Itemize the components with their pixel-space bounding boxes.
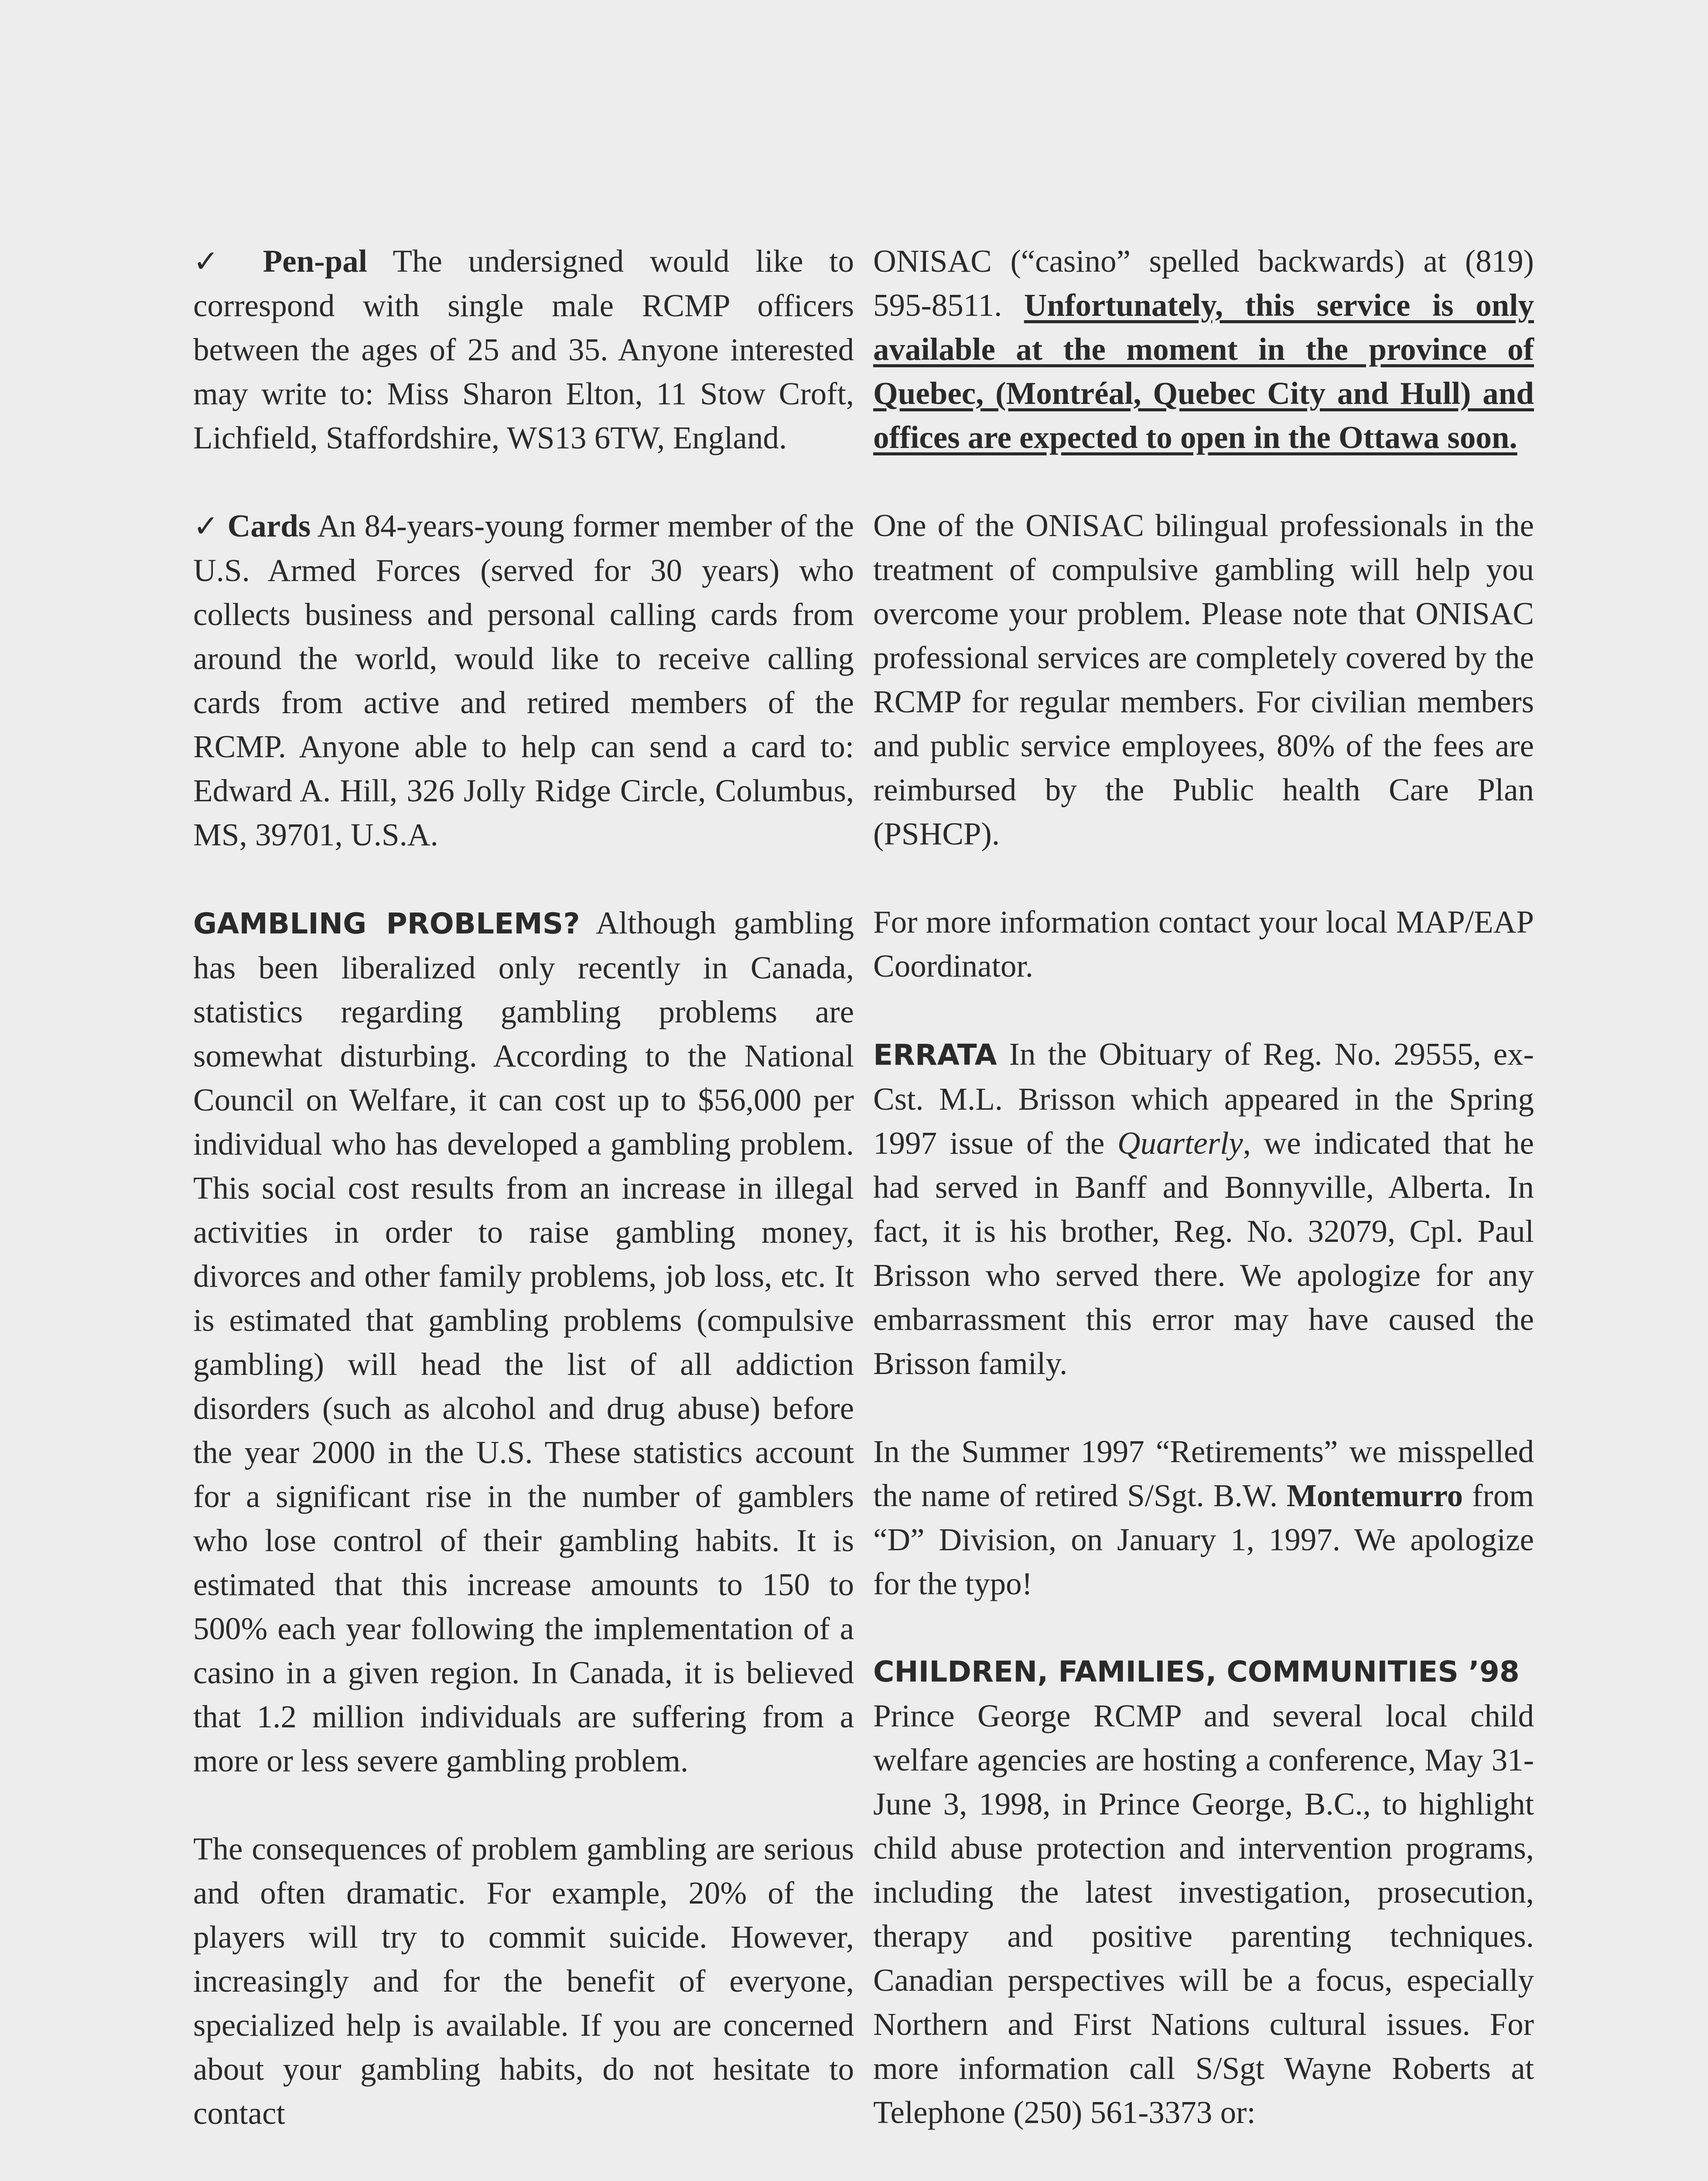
onisac-paragraph	[873, 239, 1534, 459]
errata-text-a: In the Obituary of Reg. No. 29555, ex-Cst. M.L. Brisson which appeared in the Spring 1997 issue of the	[873, 1036, 1534, 1161]
penpal-lead: Pen-pal	[263, 243, 368, 279]
penpal-notice	[193, 239, 854, 460]
retirements-paragraph	[873, 1429, 1534, 1606]
retiree-name: Montemurro	[1287, 1478, 1463, 1513]
penpal-text: The undersigned would like to correspond with single male RCMP officers between the ages of 25 and 35. Anyone interested may write to: Miss Sharon Elton, 11 Stow Croft, Lichfield, Staffordshire, WS13 6TW, England.	[193, 243, 854, 455]
errata-paragraph	[873, 1032, 1534, 1385]
consequences-paragraph: The consequences of problem gambling are serious and often dramatic. For example, 20% of the players will try to commit suicide. However, increasingly and for the benefit of everyone, specialized help is available. If you are concerned about your gambling habits, do not hesitate to contact	[193, 1831, 854, 2131]
left-column	[193, 239, 854, 2135]
gambling-heading: GAMBLING PROBLEMS?	[193, 907, 580, 940]
gambling-article	[193, 901, 854, 1783]
children-conference-heading: CHILDREN, FAMILIES, COMMUNITIES ’98	[873, 1655, 1520, 1689]
children-conference-text: Prince George RCMP and several local child welfare agencies are hosting a conference, May 31-June 3, 1998, in Prince George, B.C., to highlight child abuse protection and intervention programs, including the latest investigation, prosecution, therapy and positive parenting techniques. Canadian perspectives will be a focus, especially Northern and First Nations cultural issues. For more information call S/Sgt Wayne Roberts at Telephone (250) 561-3373 or:	[873, 1698, 1534, 2130]
professionals-paragraph: One of the ONISAC bilingual professionals in the treatment of compulsive gambling will help you overcome your problem. Please note that ONISAC professional services are completely covered by the RCMP for regular members. For civilian members and public service employees, 80% of the fees are reimbursed by the Public health Care Plan (PSHCP).	[873, 508, 1534, 851]
onisac-name: ONISAC	[873, 243, 992, 279]
errata-text-b: , we indicated that he had served in Banff and Bonnyville, Alberta. In fact, it is his brother, Reg. No. 32079, Cpl. Paul Brisson who served there. We apologize for any embarrassment this error may have caused the Brisson family.	[873, 1125, 1534, 1381]
quarterly-title: Quarterly	[1117, 1125, 1243, 1161]
retirements-text-a: In the Summer 1997 “Retirements” we misspelled the name of retired S/Sgt. B.W.	[873, 1434, 1534, 1513]
onisac-availability-note: Unfortunately, this service is only available at the moment in the province of Quebec, (Montréal, Quebec City and Hull) and offices are expected to open in the Ottawa soon.	[873, 287, 1534, 455]
checkmark-icon: ✓	[193, 508, 219, 544]
errata-heading: ERRATA	[873, 1038, 997, 1072]
cards-lead: Cards	[227, 508, 311, 544]
more-info-paragraph: For more information contact your local MAP/EAP Coordinator.	[873, 904, 1534, 984]
cards-notice	[193, 504, 854, 857]
checkmark-icon: ✓	[193, 243, 237, 279]
gambling-text: Although gambling has been liberalized only recently in Canada, statistics regarding gambling problems are somewhat disturbing. According to the National Council on Welfare, it can cost up to $56,000 per individual who has developed a gambling problem. This social cost results from an increase in illegal activities in order to raise gambling money, divorces and other family problems, job loss, etc. It is estimated that gambling problems (compulsive gambling) will head the list of all addiction disorders (such as alcohol and drug abuse) before the year 2000 in the U.S. These statistics account for a significant rise in the number of gamblers who lose control of their gambling habits. It is estimated that this increase amounts to 150 to 500% each year following the implementation of a casino in a given region. In Canada, it is believed that 1.2 million individuals are suffering from a more or less severe gambling problem.	[193, 905, 854, 1778]
right-column	[873, 239, 1534, 2134]
cards-text: An 84-years-young former member of the U.S. Armed Forces (served for 30 years) who collects business and personal calling cards from around the world, would like to receive calling cards from active and retired members of the RCMP. Anyone able to help can send a card to: Edward A. Hill, 326 Jolly Ridge Circle, Columbus, MS, 39701, U.S.A.	[193, 508, 854, 852]
retirements-text-b: from “D” Division, on January 1, 1997. We apologize for the typo!	[873, 1478, 1534, 1601]
onisac-text: (“casino” spelled backwards) at (819) 595-8511.	[873, 243, 1534, 323]
